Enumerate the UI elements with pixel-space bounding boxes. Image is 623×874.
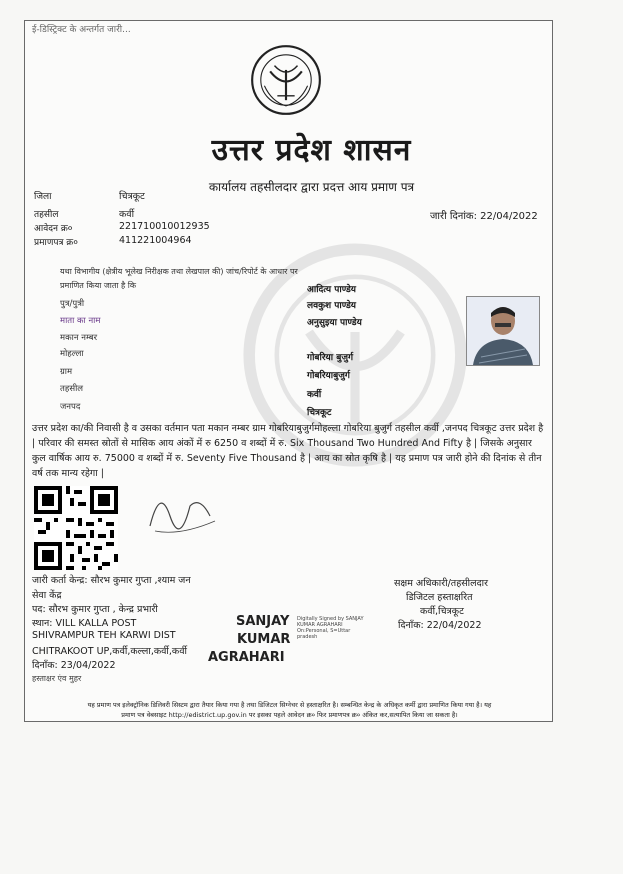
meta-value-certificate-no: 411221004964 <box>119 235 192 246</box>
footer-line-1: यह प्रमाण पत्र इलेक्ट्रॉनिक डिलिवरी सिस्टम द्वारा तैयार किया गया है तथा डिजिटल सिग्नेचर से हस्ताक्षरित है। सम्बन्धित केन्द्र के अधिकृत कर्मी द्वारा प्रमाणित किया गया है। यह <box>87 701 492 709</box>
meta-label-district: जिला <box>34 192 52 202</box>
meta-label-application-no: आवेदन क्र० <box>34 224 73 234</box>
person-icon <box>467 297 539 365</box>
authority-date: दिनाँक: 22/04/2022 <box>398 620 482 631</box>
authority-title: सक्षम अधिकारी/तहसीलदार <box>394 578 488 589</box>
page-title: उत्तर प्रदेश शासन <box>211 133 412 168</box>
meta-value-tehsil: कर्वी <box>119 209 135 220</box>
field-label-village: ग्राम <box>60 367 73 377</box>
digital-signature-detail: Digitally Signed by SANJAY KUMAR AGRAHARI On:Personal, S=Uttar pradesh <box>297 616 364 640</box>
footer-note <box>32 700 547 720</box>
field-label-mother: माता का नाम <box>60 316 101 326</box>
intro-line-2: प्रमाणित किया जाता है कि <box>60 281 137 290</box>
field-value-locality: गोबरिया बुजुर्ग <box>307 353 354 363</box>
field-label-house-no: मकान नम्बर <box>60 333 98 343</box>
issue-date: जारी दिनांक: 22/04/2022 <box>430 211 538 222</box>
digital-signer-name-3: AGRAHARI <box>208 650 285 665</box>
field-value-tehsil: कर्वी <box>307 390 322 400</box>
field-value-village: गोबरियाबुजुर्ग <box>307 371 350 381</box>
authority-location: कर्वी,चित्रकूट <box>420 606 464 617</box>
issuer-date: दिनाँक: 23/04/2022 <box>32 660 116 671</box>
authority-digital: डिजिटल हस्ताक्षरित <box>406 592 473 603</box>
digital-signer-name-1: SANJAY <box>236 614 290 629</box>
certificate-body-text: उत्तर प्रदेश का/की निवासी है व उसका वर्तमान पता मकान नम्बर ग्राम गोबरियाबुजुर्गमोहल्ला गोबरिया बुजुर्ग तहसील कर्वी ,जनपद चित्रकूट उत्तर प्रदेश है | परिवार की समस्त स्रोतों से मासिक आय अंकों में रु 6250 व शब्दों में रु. Six Thousand Two Hundred And Fifty है | जिसके अनुसार कुल वार्षिक आय रु. 75000 व शब्दों में रु. Seventy Five Thousand है | आय का स्रोत कृषि है | यह प्रमाण पत्र जारी होने की दिनांक से तीन वर्ष तक मान्य रहेगा | <box>32 423 544 479</box>
header-note: ई-डिस्ट्रिक्ट के अन्तर्गत जारी... <box>32 25 131 35</box>
field-label-parent: पुत्र/पुत्री <box>60 299 85 309</box>
field-label-district: जनपद <box>60 402 81 412</box>
field-value-parent: लवकुश पाण्डेय <box>307 301 357 311</box>
applicant-photo <box>466 296 540 366</box>
issuer-place-cont2: CHITRAKOOT UP,कर्वी,कल्ला,कर्वी,कर्वी <box>32 646 187 657</box>
meta-value-application-no: 221710010012935 <box>119 221 210 232</box>
meta-label-tehsil: तहसील <box>34 210 59 220</box>
field-label-tehsil: तहसील <box>60 384 84 394</box>
intro-line-1: यथा विभागीय (क्षेत्रीय भूलेख निरीक्षक तथा लेखपाल की) जांच/रिपोर्ट के आधार पर <box>60 267 298 276</box>
state-emblem-icon <box>250 44 322 116</box>
meta-value-district: चित्रकूट <box>119 191 145 202</box>
issuer-post: पद: सौरभ कुमार गुप्ता , केन्द्र प्रभारी <box>32 604 158 615</box>
issuer-center: जारी कर्ता केन्द्र: सौरभ कुमार गुप्ता ,श्याम जन <box>32 575 191 586</box>
issuer-place: स्थान: VILL KALLA POST <box>32 618 137 629</box>
qr-code-icon <box>34 486 118 570</box>
field-label-locality: मोहल्ला <box>60 349 84 359</box>
digital-signer-name-2: KUMAR <box>237 632 291 647</box>
issuer-center-cont: सेवा केंद्र <box>32 590 62 601</box>
footer-line-2: प्रमाण पत्र वेबसाइट http://edistrict.up.gov.in पर इसका पहले आवेदन क्र० फिर प्रमाणपत्र क्र० अंकित कर,सत्यापित किया जा सकता है। <box>121 711 458 719</box>
issuer-place-cont: SHIVRAMPUR TEH KARWI DIST <box>32 630 176 641</box>
handwritten-signature-icon <box>140 476 230 546</box>
field-value-mother: अनुसुइया पाण्डेय <box>307 318 362 328</box>
certificate-subtitle: कार्यालय तहसीलदार द्वारा प्रदत्त आय प्रमाण पत्र <box>208 180 415 194</box>
meta-label-certificate-no: प्रमाणपत्र क्र० <box>34 238 78 248</box>
field-value-district: चित्रकूट <box>307 408 332 418</box>
field-value-name: आदित्य पाण्डेय <box>307 285 357 295</box>
signature-seal-label: हस्ताक्षर एंव मुहर <box>32 674 82 683</box>
